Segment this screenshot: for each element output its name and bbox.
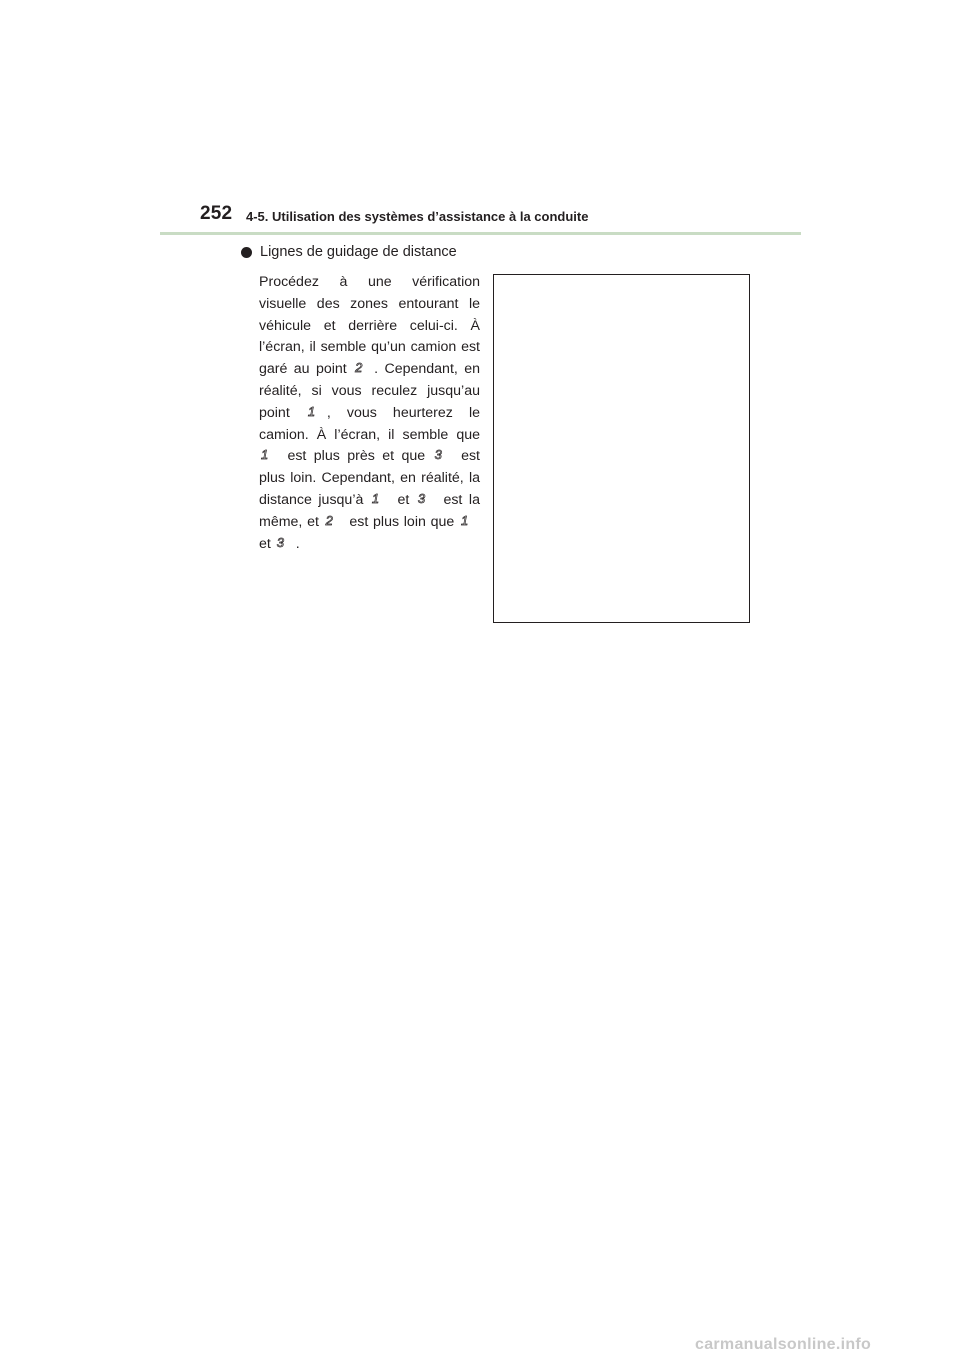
text-segment: est plus près et que [287, 448, 426, 465]
text-segment: . Cependant, en réalité, si vous reculez jusqu’au point [259, 361, 481, 421]
bullet-heading [241, 244, 457, 260]
text-segment: est plus loin. Cependant, en réalité, la distance jusqu’à [259, 448, 481, 508]
text-segment: et [397, 491, 410, 508]
body-paragraph [259, 272, 480, 555]
text-segment: , vous heurterez le camion. À l’écran, il semble que [259, 404, 480, 443]
reference-number-icon: 1 [307, 403, 316, 419]
text-segment: est plus loin que [349, 513, 455, 530]
reference-number-icon: 1 [461, 512, 469, 528]
bullet-icon [241, 247, 252, 258]
bullet-heading-text: Lignes de guidage de distance [260, 244, 457, 260]
reference-number-icon: 1 [261, 447, 269, 463]
reference-number-icon: 2 [355, 360, 363, 376]
reference-number-icon: 3 [276, 534, 285, 550]
text-segment: est la même, et [259, 491, 480, 530]
watermark: carmanualsonline.info [695, 1336, 872, 1353]
figure-placeholder [493, 274, 750, 623]
text-segment: Procédez à une vérification visuelle des zones entourant le véhicule et derrière celui-ci. À l’écran, il semble qu’un camion est garé au point [259, 274, 480, 378]
text-segment: et [259, 535, 271, 552]
header-divider [160, 232, 801, 235]
reference-number-icon: 1 [371, 490, 380, 506]
text-segment: . [295, 535, 300, 552]
section-title: 4-5. Utilisation des systèmes d’assistance à la conduite [246, 209, 589, 224]
reference-number-icon: 2 [325, 512, 333, 528]
reference-number-icon: 3 [434, 447, 442, 463]
page-number: 252 [200, 203, 233, 224]
reference-number-icon: 3 [417, 490, 426, 506]
